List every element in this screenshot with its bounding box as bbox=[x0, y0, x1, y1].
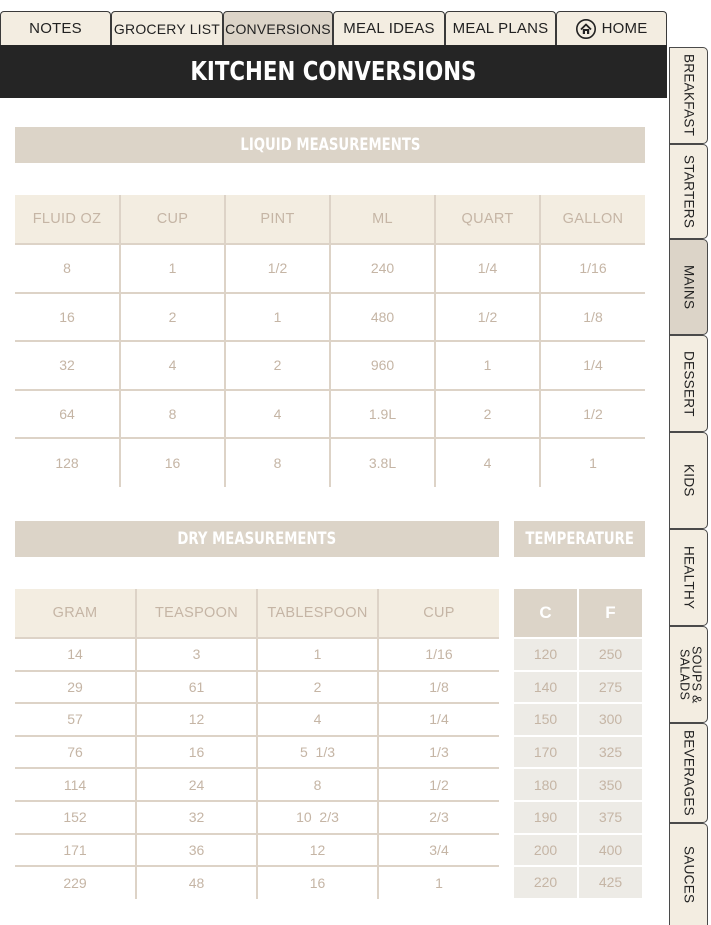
table-cell: 2 bbox=[225, 341, 330, 390]
side-tab-soups-salads[interactable] bbox=[669, 626, 708, 723]
tab-meal-ideas[interactable] bbox=[333, 11, 445, 45]
table-cell: 4 bbox=[257, 703, 378, 736]
table-cell: 16 bbox=[136, 736, 257, 769]
table-cell: 350 bbox=[578, 768, 642, 801]
tab-grocery-list-label: GROCERY LIST bbox=[113, 20, 221, 37]
table-row bbox=[15, 293, 645, 342]
table-cell: 2 bbox=[257, 671, 378, 704]
table-cell: 114 bbox=[15, 768, 136, 801]
page-title bbox=[0, 45, 667, 98]
table-row bbox=[514, 834, 642, 867]
tab-conversions-label: CONVERSIONS bbox=[225, 20, 331, 37]
table-cell: 120 bbox=[514, 638, 578, 671]
table-cell: 16 bbox=[15, 293, 120, 342]
side-tab-beverages-label: BEVERAGES bbox=[681, 730, 697, 816]
table-row bbox=[514, 638, 642, 671]
table-cell: 4 bbox=[435, 438, 540, 487]
table-row bbox=[15, 703, 499, 736]
table-cell: 480 bbox=[330, 293, 435, 342]
dry-measurements-title: DRY MEASUREMENTS bbox=[177, 529, 337, 549]
table-cell: 3.8L bbox=[330, 438, 435, 487]
table-row bbox=[15, 834, 499, 867]
table-cell: 3/4 bbox=[378, 834, 499, 867]
table-row bbox=[15, 736, 499, 769]
table-cell: 240 bbox=[330, 244, 435, 293]
liquid-measurements-title: LIQUID MEASUREMENTS bbox=[239, 135, 421, 155]
table-cell: 10 2/3 bbox=[257, 801, 378, 834]
table-cell: 400 bbox=[578, 834, 642, 867]
table-cell: 140 bbox=[514, 671, 578, 704]
table-cell: 12 bbox=[136, 703, 257, 736]
side-tab-mains[interactable] bbox=[669, 239, 708, 335]
table-cell: 1/16 bbox=[378, 638, 499, 671]
table-cell: 220 bbox=[514, 866, 578, 899]
table-cell: 5 1/3 bbox=[257, 736, 378, 769]
table-cell: 229 bbox=[15, 866, 136, 899]
table-cell: 64 bbox=[15, 390, 120, 439]
table-cell: 250 bbox=[578, 638, 642, 671]
side-tab-healthy-label: HEALTHY bbox=[681, 545, 697, 610]
table-cell: 8 bbox=[225, 438, 330, 487]
table-row bbox=[15, 801, 499, 834]
liquid-measurements-banner bbox=[15, 127, 645, 163]
table-cell: 29 bbox=[15, 671, 136, 704]
table-cell: 8 bbox=[15, 244, 120, 293]
table-row bbox=[514, 736, 642, 769]
tab-home-label: HOME bbox=[601, 20, 648, 37]
page-title-text: KITCHEN CONVERSIONS bbox=[190, 56, 477, 87]
side-tab-mains-label: MAINS bbox=[681, 264, 697, 310]
side-tab-sauces[interactable] bbox=[669, 823, 708, 925]
side-tab-kids-label: KIDS bbox=[681, 464, 697, 497]
table-cell: 32 bbox=[15, 341, 120, 390]
side-tab-sauces-label: SAUCES bbox=[681, 845, 697, 904]
table-row bbox=[15, 438, 645, 487]
table-cell: 171 bbox=[15, 834, 136, 867]
table-cell: 1 bbox=[435, 874, 443, 891]
temperature-header-row bbox=[514, 589, 642, 638]
tab-home[interactable] bbox=[556, 11, 667, 45]
dry-header-cell: GRAM bbox=[15, 589, 136, 638]
side-tab-breakfast-label: BREAKFAST bbox=[681, 54, 697, 137]
table-cell: 1/2 bbox=[225, 244, 330, 293]
table-cell: 12 bbox=[257, 834, 378, 867]
liquid-header-cell: CUP bbox=[120, 195, 225, 244]
table-cell: 57 bbox=[15, 703, 136, 736]
table-cell: 2 bbox=[120, 293, 225, 342]
table-cell: 1/8 bbox=[540, 293, 645, 342]
table-cell: 16 bbox=[257, 866, 378, 899]
table-cell: 1.9L bbox=[330, 390, 435, 439]
table-row bbox=[15, 768, 499, 801]
table-cell: 152 bbox=[15, 801, 136, 834]
side-tab-dessert[interactable] bbox=[669, 335, 708, 432]
side-tab-starters[interactable] bbox=[669, 144, 708, 239]
table-cell: 190 bbox=[514, 801, 578, 834]
table-row bbox=[15, 866, 499, 899]
table-cell: 1/16 bbox=[540, 244, 645, 293]
side-tab-healthy[interactable] bbox=[669, 529, 708, 626]
table-row bbox=[15, 638, 499, 671]
table-cell: 275 bbox=[578, 671, 642, 704]
table-cell: 24 bbox=[136, 768, 257, 801]
liquid-header-cell: ML bbox=[330, 195, 435, 244]
temperature-banner bbox=[514, 521, 645, 557]
table-cell: 1/3 bbox=[378, 736, 499, 769]
table-cell: 180 bbox=[514, 768, 578, 801]
table-cell: 1/2 bbox=[435, 293, 540, 342]
table-cell: 2 bbox=[435, 390, 540, 439]
table-cell: 300 bbox=[578, 703, 642, 736]
liquid-header-cell: GALLON bbox=[540, 195, 645, 244]
liquid-header-cell: FLUID OZ bbox=[15, 195, 120, 244]
table-cell: 1/8 bbox=[378, 671, 499, 704]
tab-grocery-list[interactable] bbox=[111, 11, 223, 45]
table-cell: 8 bbox=[257, 768, 378, 801]
dry-measurements-banner bbox=[15, 521, 499, 557]
side-tab-breakfast[interactable] bbox=[669, 47, 708, 144]
table-cell: 375 bbox=[578, 801, 642, 834]
table-cell: 1 bbox=[589, 454, 597, 471]
dry-header-cell: TABLESPOON bbox=[257, 589, 378, 638]
table-row bbox=[15, 341, 645, 390]
table-row bbox=[15, 671, 499, 704]
table-cell: 150 bbox=[514, 703, 578, 736]
table-cell: 4 bbox=[225, 390, 330, 439]
table-cell: 1 bbox=[257, 638, 378, 671]
dry-table bbox=[15, 589, 499, 899]
table-cell: 14 bbox=[15, 638, 136, 671]
table-row bbox=[15, 244, 645, 293]
tab-notes-label: NOTES bbox=[29, 20, 82, 37]
table-row bbox=[514, 703, 642, 736]
table-cell: 8 bbox=[120, 390, 225, 439]
table-cell: 128 bbox=[15, 438, 120, 487]
home-icon bbox=[576, 19, 596, 39]
table-cell: 1 bbox=[225, 293, 330, 342]
tab-meal-plans-label: MEAL PLANS bbox=[452, 20, 549, 37]
liquid-header-row bbox=[15, 195, 645, 244]
table-row bbox=[514, 801, 642, 834]
table-cell: 48 bbox=[136, 866, 257, 899]
table-cell: 1 bbox=[435, 341, 540, 390]
side-tab-kids[interactable] bbox=[669, 432, 708, 529]
table-cell: 1/2 bbox=[540, 390, 645, 439]
table-cell: 3 bbox=[136, 638, 257, 671]
table-cell: 170 bbox=[514, 736, 578, 769]
table-cell: 325 bbox=[578, 736, 642, 769]
liquid-header-cell: QUART bbox=[435, 195, 540, 244]
table-cell: 4 bbox=[120, 341, 225, 390]
temperature-header-cell: F bbox=[578, 589, 642, 638]
side-tab-soups-salads-label: SOUPS & SALADS bbox=[677, 645, 704, 704]
tab-notes[interactable] bbox=[0, 11, 111, 45]
table-cell: 1/4 bbox=[378, 703, 499, 736]
table-cell: 36 bbox=[136, 834, 257, 867]
table-row bbox=[514, 671, 642, 704]
table-cell: 200 bbox=[514, 834, 578, 867]
side-tab-dessert-label: DESSERT bbox=[681, 350, 697, 417]
side-tab-beverages[interactable] bbox=[669, 723, 708, 823]
table-row bbox=[514, 866, 642, 899]
dry-header-cell: TEASPOON bbox=[136, 589, 257, 638]
temperature-header-cell: C bbox=[514, 589, 578, 638]
liquid-header-cell: PINT bbox=[225, 195, 330, 244]
table-row bbox=[514, 768, 642, 801]
table-cell: 1/4 bbox=[540, 341, 645, 390]
table-cell: 425 bbox=[578, 866, 642, 899]
dry-header-row bbox=[15, 589, 499, 638]
tab-meal-plans[interactable] bbox=[445, 11, 556, 45]
table-cell: 1/4 bbox=[435, 244, 540, 293]
table-row bbox=[15, 390, 645, 439]
table-cell: 76 bbox=[15, 736, 136, 769]
table-cell: 1/2 bbox=[378, 768, 499, 801]
tab-conversions[interactable] bbox=[223, 11, 333, 45]
table-cell: 61 bbox=[136, 671, 257, 704]
temperature-title: TEMPERATURE bbox=[525, 529, 634, 549]
tab-meal-ideas-label: MEAL IDEAS bbox=[343, 20, 435, 37]
table-cell: 32 bbox=[136, 801, 257, 834]
side-tab-starters-label: STARTERS bbox=[681, 154, 697, 229]
table-cell: 1 bbox=[120, 244, 225, 293]
table-cell: 16 bbox=[120, 438, 225, 487]
dry-header-cell: CUP bbox=[378, 589, 499, 638]
liquid-table bbox=[15, 195, 645, 487]
temperature-table bbox=[514, 589, 642, 900]
table-cell: 2/3 bbox=[378, 801, 499, 834]
table-cell: 960 bbox=[330, 341, 435, 390]
